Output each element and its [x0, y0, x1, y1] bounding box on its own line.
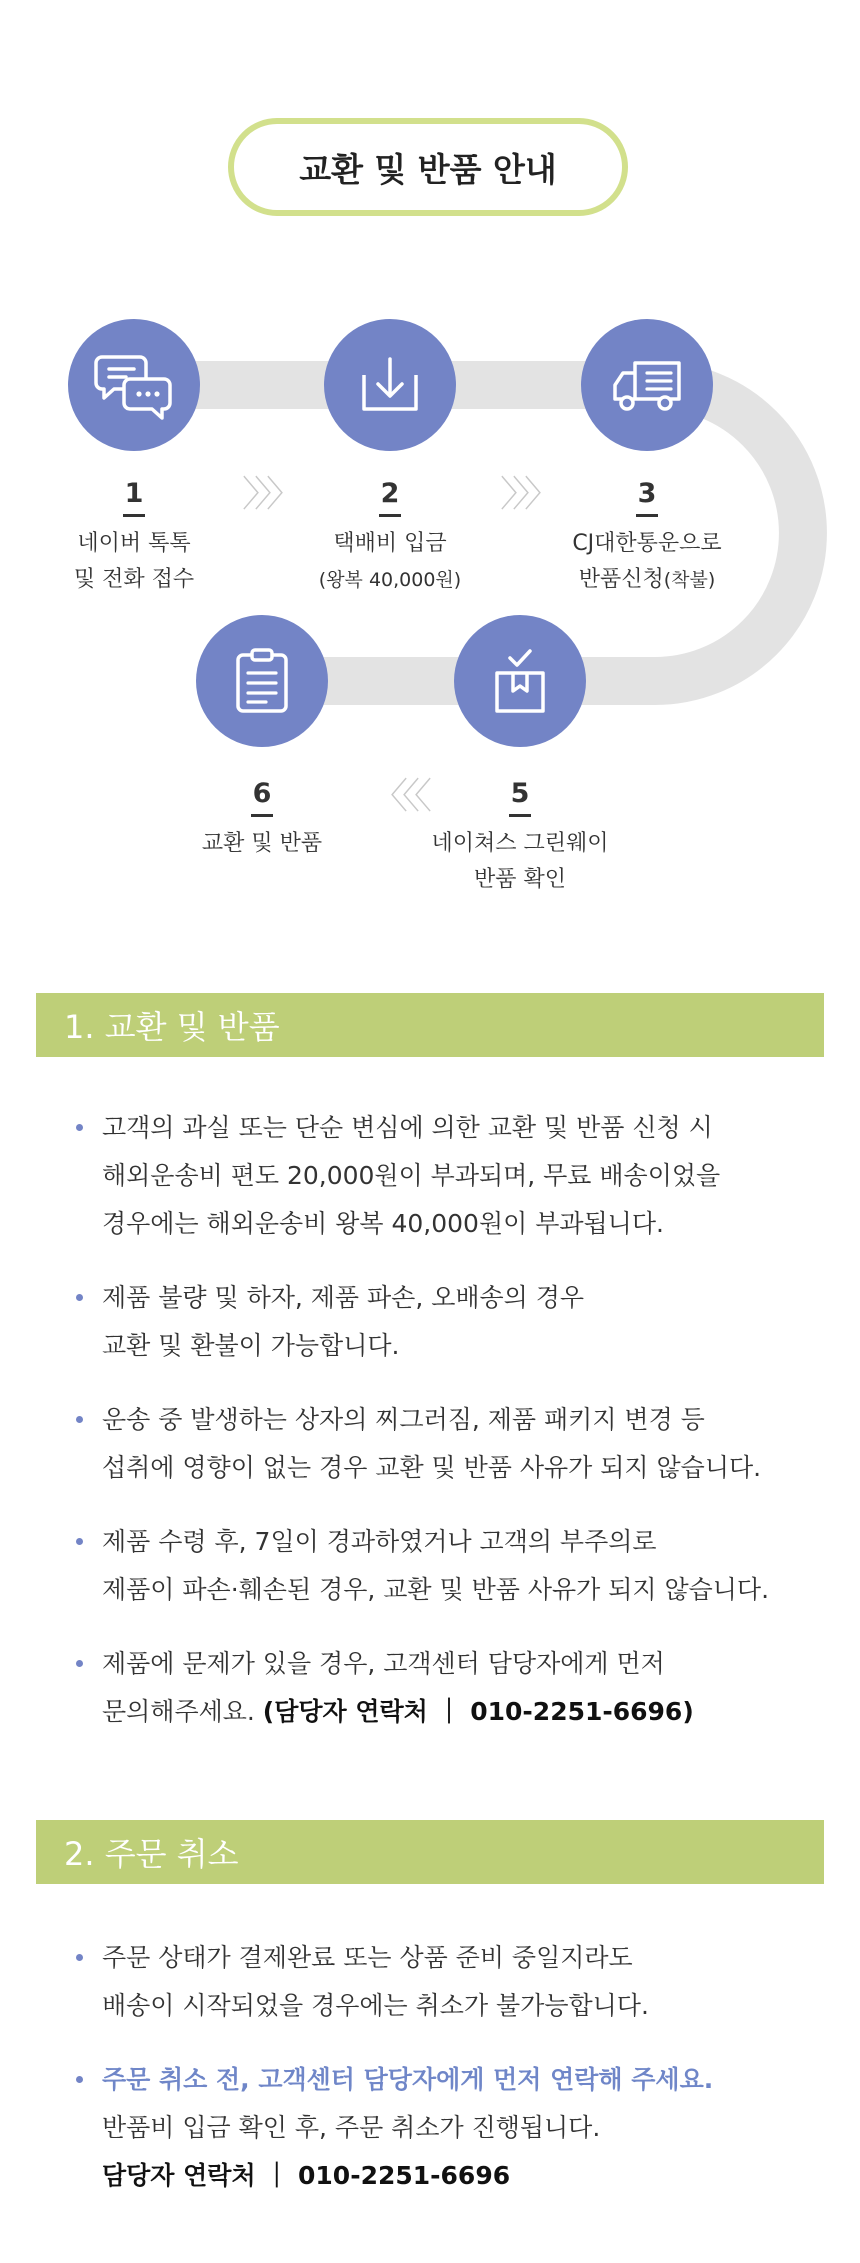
- bullet-dot: [76, 1538, 83, 1545]
- download-tray-icon: [350, 345, 430, 425]
- step-3-number: 3: [637, 478, 657, 509]
- step-2-circle: [324, 319, 456, 451]
- page-title: 교환 및 반품 안내: [228, 118, 628, 216]
- step-1-underline: [123, 514, 145, 517]
- list-item-line: [102, 1688, 832, 1736]
- list-item-line: 운송 중 발생하는 상자의 찌그러짐, 제품 패키지 변경 등: [102, 1405, 705, 1434]
- list-item-line: 주문 상태가 결제완료 또는 상품 준비 중일지라도: [102, 1943, 633, 1972]
- chevron-right-icon: 〉〉〉: [500, 474, 555, 515]
- list-item: [72, 1396, 832, 1492]
- step-2-line1: 택배비 입금: [333, 531, 447, 556]
- bullet-dot: [76, 1660, 83, 1667]
- list-item-line: 배송이 시작되었을 경우에는 취소가 불가능합니다.: [102, 1991, 649, 2020]
- step-5-line2: 반품 확인: [473, 867, 566, 892]
- step-2-label: [260, 526, 520, 598]
- step-6-line1: 교환 및 반품: [201, 831, 323, 856]
- list-item: [72, 1640, 832, 1736]
- bullet-dot: [76, 1954, 83, 1961]
- list-item-line: 교환 및 환불이 가능합니다.: [102, 1331, 400, 1360]
- list-item-line: 반품비 입금 확인 후, 주문 취소가 진행됩니다.: [102, 2113, 601, 2142]
- checked-box-icon: [480, 641, 560, 721]
- step-3-line2-main: 반품신청: [578, 567, 664, 592]
- step-1-line2: 및 전화 접수: [73, 567, 195, 592]
- section-1-header: 1. 교환 및 반품: [36, 993, 824, 1057]
- bullet-dot: [76, 2076, 83, 2083]
- bullet-dot: [76, 1124, 83, 1131]
- step-1-circle: [68, 319, 200, 451]
- step-5-number: 5: [510, 778, 530, 809]
- chat-bubbles-icon: [94, 345, 174, 425]
- delivery-truck-icon: [605, 343, 689, 427]
- contact-number: (담당자 연락처 ｜ 010-2251-6696): [262, 1697, 694, 1726]
- list-item-line: 고객의 과실 또는 단순 변심에 의한 교환 및 반품 신청 시: [102, 1113, 713, 1142]
- list-item-line: 섭취에 영향이 없는 경우 교환 및 반품 사유가 되지 않습니다.: [102, 1453, 762, 1482]
- step-1-number: 1: [124, 478, 144, 509]
- step-3-circle: [581, 319, 713, 451]
- clipboard-icon: [222, 641, 302, 721]
- step-6-underline: [251, 814, 273, 817]
- list-item: [72, 1274, 832, 1370]
- list-item: [72, 1518, 832, 1614]
- step-5-line1: 네이쳐스 그린웨이: [431, 831, 609, 856]
- list-item-line: 해외운송비 편도 20,000원이 부과되며, 무료 배송이었을: [102, 1161, 721, 1190]
- list-item: [72, 1934, 832, 2030]
- step-3-line1: CJ대한통운으로: [572, 531, 722, 556]
- section-2-list: [72, 1934, 832, 2200]
- list-item-line: 제품 불량 및 하자, 제품 파손, 오배송의 경우: [102, 1283, 585, 1312]
- contact-prefix: 문의해주세요.: [102, 1697, 263, 1726]
- chevron-left-icon: 〈〈〈: [372, 776, 427, 817]
- step-6-circle: [196, 615, 328, 747]
- step-5-label: [390, 826, 650, 898]
- step-3-line2: [517, 562, 777, 598]
- step-3-line2-note: (착불): [663, 569, 716, 591]
- list-item-line: 제품 수령 후, 7일이 경과하였거나 고객의 부주의로: [102, 1527, 657, 1556]
- cancel-notice-highlight: 주문 취소 전, 고객센터 담당자에게 먼저 연락해 주세요.: [102, 2065, 714, 2094]
- step-3-underline: [636, 514, 658, 517]
- chevron-right-icon: 〉〉〉: [242, 474, 297, 515]
- list-item-line: 제품에 문제가 있을 경우, 고객센터 담당자에게 먼저: [102, 1649, 665, 1678]
- section-1-list: [72, 1104, 832, 1736]
- contact-number: 담당자 연락처 ｜ 010-2251-6696: [102, 2161, 511, 2190]
- list-item-line: 경우에는 해외운송비 왕복 40,000원이 부과됩니다.: [102, 1209, 664, 1238]
- step-5-underline: [509, 814, 531, 817]
- step-2-underline: [379, 514, 401, 517]
- step-1-line1: 네이버 톡톡: [77, 531, 191, 556]
- list-item: [72, 1104, 832, 1248]
- list-item-line: 제품이 파손·훼손된 경우, 교환 및 반품 사유가 되지 않습니다.: [102, 1575, 770, 1604]
- step-6-label: [132, 826, 392, 862]
- section-2-header: 2. 주문 취소: [36, 1820, 824, 1884]
- list-item: [72, 2056, 832, 2200]
- bullet-dot: [76, 1294, 83, 1301]
- step-1-label: [4, 526, 264, 598]
- step-6-number: 6: [252, 778, 272, 809]
- bullet-dot: [76, 1416, 83, 1423]
- step-5-circle: [454, 615, 586, 747]
- step-3-label: [517, 526, 777, 598]
- step-2-number: 2: [380, 478, 400, 509]
- step-2-line2: (왕복 40,000원): [318, 569, 462, 591]
